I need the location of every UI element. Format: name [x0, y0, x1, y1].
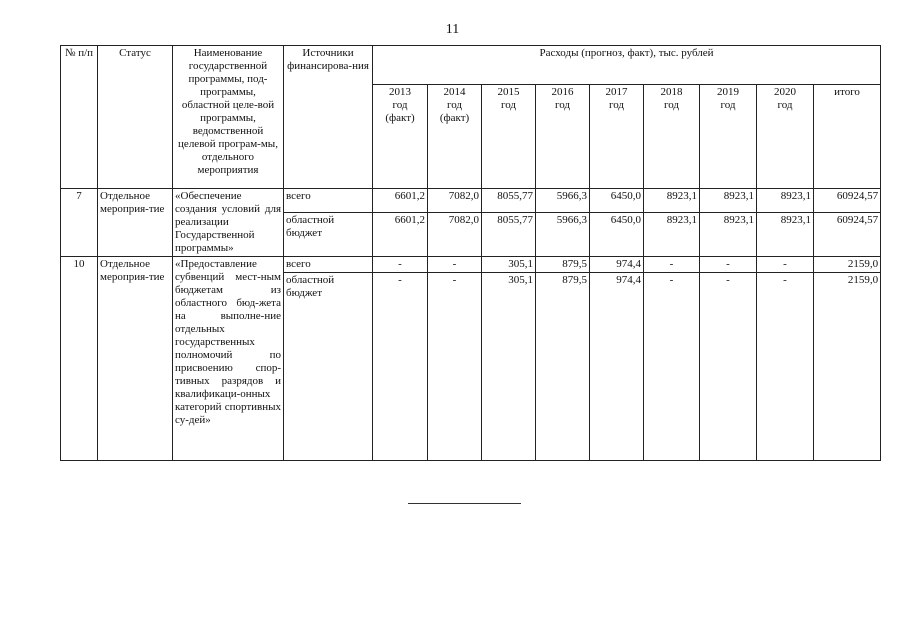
total-cell: 2159,0 [814, 273, 881, 461]
value-cell: 974,4 [590, 257, 644, 273]
value-cell: 8923,1 [700, 213, 757, 257]
year-unit: год [608, 99, 625, 112]
table-row [61, 257, 881, 273]
year-unit: год [777, 99, 793, 112]
value-cell: - [757, 273, 814, 461]
value-cell: 8055,77 [482, 213, 536, 257]
value-cell: 6450,0 [590, 189, 644, 213]
header-name: Наименование государственной программы, под-программы, областной целе-вой программы, ведомственной целевой програм-мы, отдельного мероприятия [173, 46, 284, 189]
header-year-2015 [482, 85, 536, 189]
year-label: 2014 [443, 86, 466, 99]
total-cell: 60924,57 [814, 213, 881, 257]
table-row [61, 189, 881, 213]
year-label: 2015 [497, 86, 520, 99]
value-cell: 7082,0 [428, 189, 482, 213]
year-unit: год [663, 99, 680, 112]
header-year-2019 [700, 85, 757, 189]
year-unit: год [720, 99, 736, 112]
year-unit: год [392, 99, 408, 112]
year-note: (факт) [439, 112, 470, 125]
header-num: № п/п [61, 46, 98, 189]
header-year-2020 [757, 85, 814, 189]
header-source: Источники финансирова-ния [284, 46, 373, 189]
value-cell: 5966,3 [536, 213, 590, 257]
page-number: 11 [445, 22, 460, 37]
header-status: Статус [98, 46, 173, 189]
row-name: «Обеспечение создания условий для реализации Государственной программы» [173, 189, 284, 257]
header-row-1 [61, 46, 881, 85]
header-year-2016 [536, 85, 590, 189]
year-label: 2017 [605, 86, 628, 99]
row-source: всего [284, 257, 373, 273]
value-cell: 8055,77 [482, 189, 536, 213]
header-total: итого [814, 85, 881, 189]
header-year-2014 [428, 85, 482, 189]
year-label: 2020 [774, 86, 796, 99]
value-cell: - [428, 257, 482, 273]
row-source: всего [284, 189, 373, 213]
row-source: областной бюджет [284, 213, 373, 257]
value-cell: 6601,2 [373, 213, 428, 257]
value-cell: - [700, 273, 757, 461]
value-cell: - [373, 257, 428, 273]
header-year-2018 [644, 85, 700, 189]
value-cell: 879,5 [536, 273, 590, 461]
header-year-2013 [373, 85, 428, 189]
value-cell: - [644, 257, 700, 273]
total-cell: 60924,57 [814, 189, 881, 213]
row-num: 10 [61, 257, 98, 461]
header-expenses: Расходы (прогноз, факт), тыс. рублей [373, 46, 881, 85]
value-cell: - [700, 257, 757, 273]
row-name: «Предоставление субвенций мест-ным бюджетам из областного бюд-жета на выполне-ние отдельных государственных полномочий по присвоению спор-тивных разрядов и квалификаци-онных категорий спортивных су-дей» [173, 257, 284, 461]
value-cell: 8923,1 [644, 213, 700, 257]
value-cell: 6601,2 [373, 189, 428, 213]
value-cell: - [428, 273, 482, 461]
row-status: Отдельное мероприя-тие [98, 189, 173, 257]
value-cell: 5966,3 [536, 189, 590, 213]
value-cell: 8923,1 [757, 189, 814, 213]
row-num: 7 [61, 189, 98, 257]
value-cell: 974,4 [590, 273, 644, 461]
row-status: Отдельное мероприя-тие [98, 257, 173, 461]
total-cell: 2159,0 [814, 257, 881, 273]
footer-divider [408, 503, 521, 504]
row-source: областной бюджет [284, 273, 373, 461]
header-year-2017 [590, 85, 644, 189]
year-unit: год [500, 99, 517, 112]
value-cell: 8923,1 [700, 189, 757, 213]
year-label: 2018 [660, 86, 683, 99]
value-cell: - [373, 273, 428, 461]
year-unit: год [554, 99, 571, 112]
value-cell: 305,1 [482, 273, 536, 461]
year-note: (факт) [385, 112, 415, 125]
value-cell: 8923,1 [757, 213, 814, 257]
value-cell: 7082,0 [428, 213, 482, 257]
year-label: 2013 [389, 86, 411, 99]
value-cell: 879,5 [536, 257, 590, 273]
value-cell: 305,1 [482, 257, 536, 273]
value-cell: 6450,0 [590, 213, 644, 257]
budget-table [60, 45, 881, 461]
year-unit: год [446, 99, 463, 112]
value-cell: 8923,1 [644, 189, 700, 213]
year-label: 2016 [551, 86, 574, 99]
value-cell: - [757, 257, 814, 273]
value-cell: - [644, 273, 700, 461]
year-label: 2019 [717, 86, 739, 99]
